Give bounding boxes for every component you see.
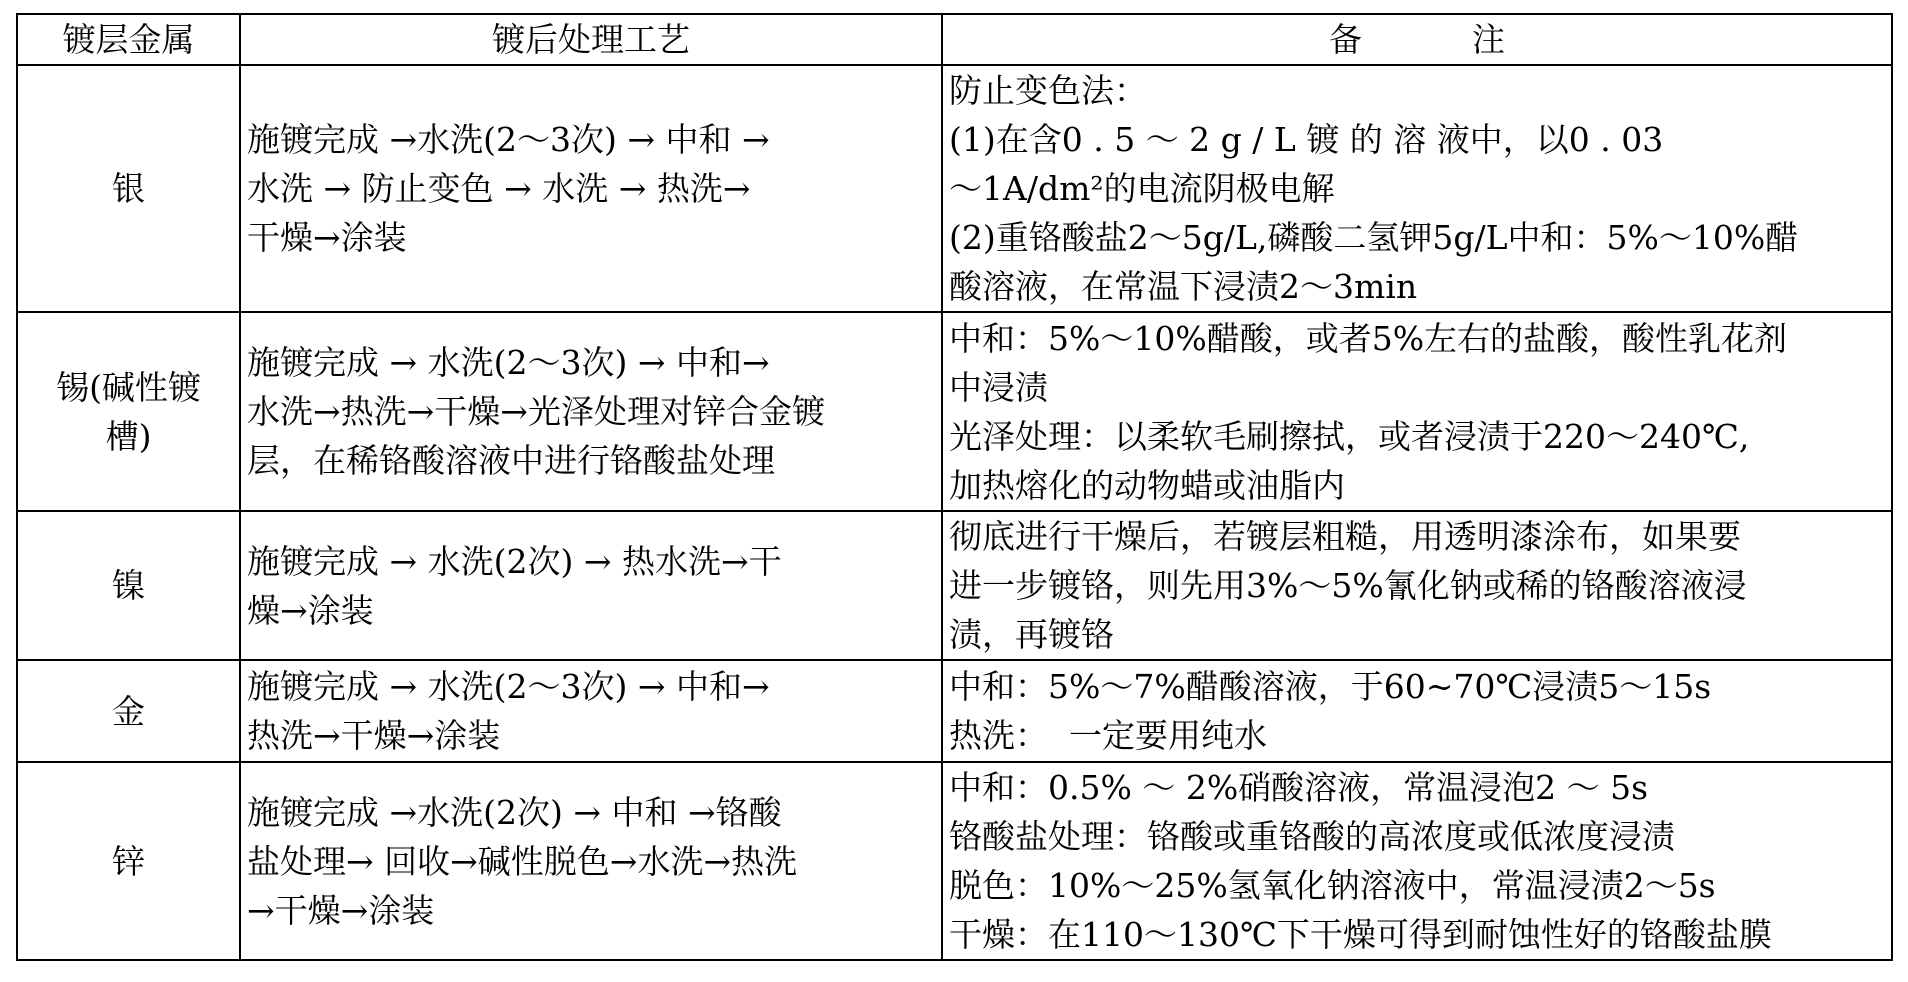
notes-line: 进一步镀铬，则先用3%～5%氰化钠或稀的铬酸溶液浸 [949, 566, 1747, 605]
notes-line: 中和：0.5% ～ 2%硝酸溶液，常温浸泡2 ～ 5s [949, 768, 1649, 807]
notes-line: 酸溶液，在常温下浸渍2～3min [949, 267, 1418, 306]
process-line: 燥→涂装 [247, 590, 374, 630]
metal-cell [17, 511, 240, 660]
header-notes-char-2: 注 [1472, 20, 1505, 59]
process-line: 水洗→热洗→干燥→光泽处理对锌合金镀 [247, 392, 825, 431]
process-cell [240, 660, 942, 762]
header-notes [942, 14, 1892, 65]
notes-line: 中浸渍 [949, 367, 1048, 407]
process-cell [240, 65, 942, 312]
notes-line: 热洗： 一定要用纯水 [949, 716, 1267, 755]
notes-line: (1)在含0 . 5 ～ 2 g / L 镀 的 溶 液中，以0 . 03 [949, 120, 1664, 159]
notes-line: 中和：5%～10%醋酸，或者5%左右的盐酸，酸性乳花剂 [949, 318, 1788, 358]
table-row [17, 762, 1892, 960]
notes-cell [942, 312, 1892, 511]
notes-line: 加热熔化的动物蜡或油脂内 [949, 465, 1345, 505]
notes-cell [942, 660, 1892, 762]
header-process: 镀后处理工艺 [240, 14, 942, 65]
metal-line: 镍 [112, 566, 145, 605]
notes-cell [942, 762, 1892, 960]
process-line: 施镀完成 → 水洗(2～3次) → 中和→ [247, 343, 770, 382]
header-metal: 镀层金属 [17, 14, 240, 65]
notes-line: 光泽处理：以柔软毛刷擦拭，或者浸渍于220～240℃, [949, 416, 1750, 456]
metal-cell [17, 762, 240, 960]
notes-cell [942, 511, 1892, 660]
metal-cell [17, 660, 240, 762]
table-row [17, 65, 1892, 312]
notes-line: 彻底进行干燥后，若镀层粗糙，用透明漆涂布，如果要 [949, 517, 1741, 556]
metal-line: 锌 [112, 841, 145, 881]
process-line: →干燥→涂装 [247, 890, 435, 930]
notes-line: 防止变色法： [949, 71, 1147, 110]
metal-line: 金 [112, 691, 145, 731]
metal-line: 银 [112, 169, 145, 208]
header-row [17, 14, 1892, 65]
process-line: 热洗→干燥→涂装 [247, 716, 501, 755]
process-line: 施镀完成 →水洗(2～3次) → 中和 → [247, 120, 770, 159]
process-line: 施镀完成 → 水洗(2～3次) → 中和→ [247, 667, 770, 706]
notes-line: 干燥：在110～130℃下干燥可得到耐蚀性好的铬酸盐膜 [949, 915, 1772, 954]
notes-line: 铬酸盐处理：铬酸或重铬酸的高浓度或低浓度浸渍 [949, 817, 1675, 856]
table-row [17, 312, 1892, 511]
notes-line: (2)重铬酸盐2～5g/L,磷酸二氢钾5g/L中和：5%～10%醋 [949, 218, 1799, 257]
notes-line: 渍，再镀铬 [949, 615, 1114, 654]
notes-line: 脱色：10%～25%氢氧化钠溶液中，常温浸渍2～5s [949, 866, 1716, 905]
process-line: 干燥→涂装 [247, 218, 407, 257]
notes-cell [942, 65, 1892, 312]
metal-line: 槽) [105, 416, 152, 456]
post-plating-treatment-table [16, 13, 1893, 961]
metal-cell [17, 312, 240, 511]
process-line: 层，在稀铬酸溶液中进行铬酸盐处理 [247, 441, 775, 480]
process-cell [240, 312, 942, 511]
process-line: 施镀完成 →水洗(2次) → 中和 →铬酸 [247, 792, 782, 832]
notes-line: 中和：5%～7%醋酸溶液，于60~70℃浸渍5～15s [949, 667, 1712, 706]
process-cell [240, 762, 942, 960]
process-line: 盐处理→ 回收→碱性脱色→水洗→热洗 [247, 841, 798, 881]
process-cell [240, 511, 942, 660]
notes-line: ～1A/dm²的电流阴极电解 [949, 169, 1335, 208]
metal-cell [17, 65, 240, 312]
process-line: 水洗 → 防止变色 → 水洗 → 热洗→ [247, 169, 751, 208]
table-row [17, 660, 1892, 762]
table-row [17, 511, 1892, 660]
process-line: 施镀完成 → 水洗(2次) → 热水洗→干 [247, 541, 782, 581]
header-notes-char-1: 备 [1329, 20, 1362, 59]
metal-line: 锡(碱性镀 [56, 367, 201, 407]
